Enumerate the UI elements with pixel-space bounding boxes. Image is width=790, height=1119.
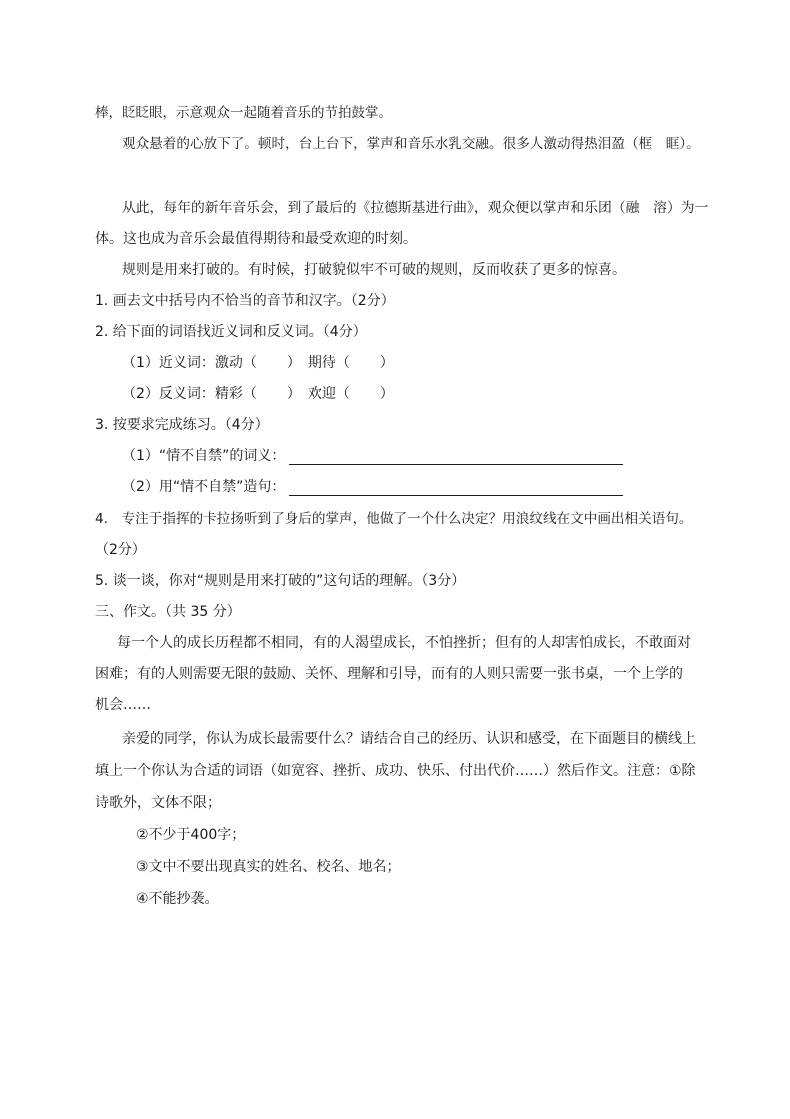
answer-line-2[interactable] bbox=[289, 479, 623, 496]
composition-para-1-line-2: 困难；有的人则需要无限的鼓励、关怀、理解和引导，而有的人则只需要一张书桌，一个上学的 bbox=[95, 666, 683, 682]
composition-para-1-line-3: 机会…… bbox=[95, 697, 151, 713]
passage-line-5: 规则是用来打破的。有时候，打破貌似牢不可破的规则，反而收获了更多的惊喜。 bbox=[122, 262, 626, 278]
antonym-end: ） bbox=[379, 386, 394, 402]
question-3-sub-2 bbox=[122, 478, 623, 496]
composition-requirement-2: ②不少于400字； bbox=[136, 827, 246, 843]
question-2: 2. 给下面的词语找近义词和反义词。（4分） bbox=[95, 324, 367, 340]
passage-line-2: 观众悬着的心放下了。顿时，台上台下，掌声和音乐水乳交融。很多人激动得热泪盈（框 眶）。 bbox=[122, 136, 700, 152]
question-3-sub-1-label: （1）“情不自禁”的词义： bbox=[122, 448, 286, 464]
question-3: 3. 按要求完成练习。（4分） bbox=[95, 417, 269, 433]
question-4-line-1: 4. 专注于指挥的卡拉扬听到了身后的掌声，他做了一个什么决定？用浪纹线在文中画出相关语句。 bbox=[95, 511, 693, 527]
question-3-sub-1 bbox=[122, 447, 623, 465]
antonym-prefix: （2）反义词：精彩（ bbox=[122, 386, 257, 402]
synonym-mid: ） 期待（ bbox=[286, 355, 350, 371]
composition-para-2-line-2: 填上一个你认为合适的词语（如宽容、挫折、成功、快乐、付出代价……）然后作文。注意：①除 bbox=[95, 763, 696, 779]
composition-para-1-line-1: 每一个人的成长历程都不相同，有的人渴望成长，不怕挫折；但有的人却害怕成长，不敢面对 bbox=[117, 635, 691, 651]
antonym-mid: ） 欢迎（ bbox=[286, 386, 350, 402]
question-3-sub-2-label: （2）用“情不自禁”造句： bbox=[122, 479, 286, 495]
question-2-antonyms bbox=[122, 385, 394, 403]
answer-line-1[interactable] bbox=[289, 448, 623, 465]
passage-line-3: 从此，每年的新年音乐会，到了最后的《拉德斯基进行曲》，观众便以掌声和乐团（融 溶）为一 bbox=[122, 200, 709, 216]
question-2-synonyms bbox=[122, 354, 394, 372]
composition-requirement-3: ③文中不要出现真实的姓名、校名、地名； bbox=[136, 859, 401, 875]
passage-line-1: 棒，眨眨眼，示意观众一起随着音乐的节拍鼓掌。 bbox=[95, 105, 392, 121]
passage-line-4: 体。这也成为音乐会最值得期待和最受欢迎的时刻。 bbox=[95, 231, 417, 247]
question-4-line-2: （2分） bbox=[95, 542, 146, 558]
question-1: 1. 画去文中括号内不恰当的音节和汉字。（2分） bbox=[95, 293, 395, 309]
composition-para-2-line-1: 亲爱的同学，你认为成长最需要什么？请结合自己的经历、认识和感受，在下面题目的横线上 bbox=[122, 731, 696, 747]
composition-para-2-line-3: 诗歌外，文体不限； bbox=[95, 795, 221, 811]
synonym-prefix: （1）近义词：激动（ bbox=[122, 355, 257, 371]
composition-heading: 三、作文。（共 35 分） bbox=[95, 604, 241, 620]
synonym-end: ） bbox=[379, 355, 394, 371]
composition-requirement-4: ④不能抄袭。 bbox=[136, 891, 219, 907]
question-5: 5. 谈一谈，你对“规则是用来打破的”这句话的理解。（3分） bbox=[95, 573, 466, 589]
